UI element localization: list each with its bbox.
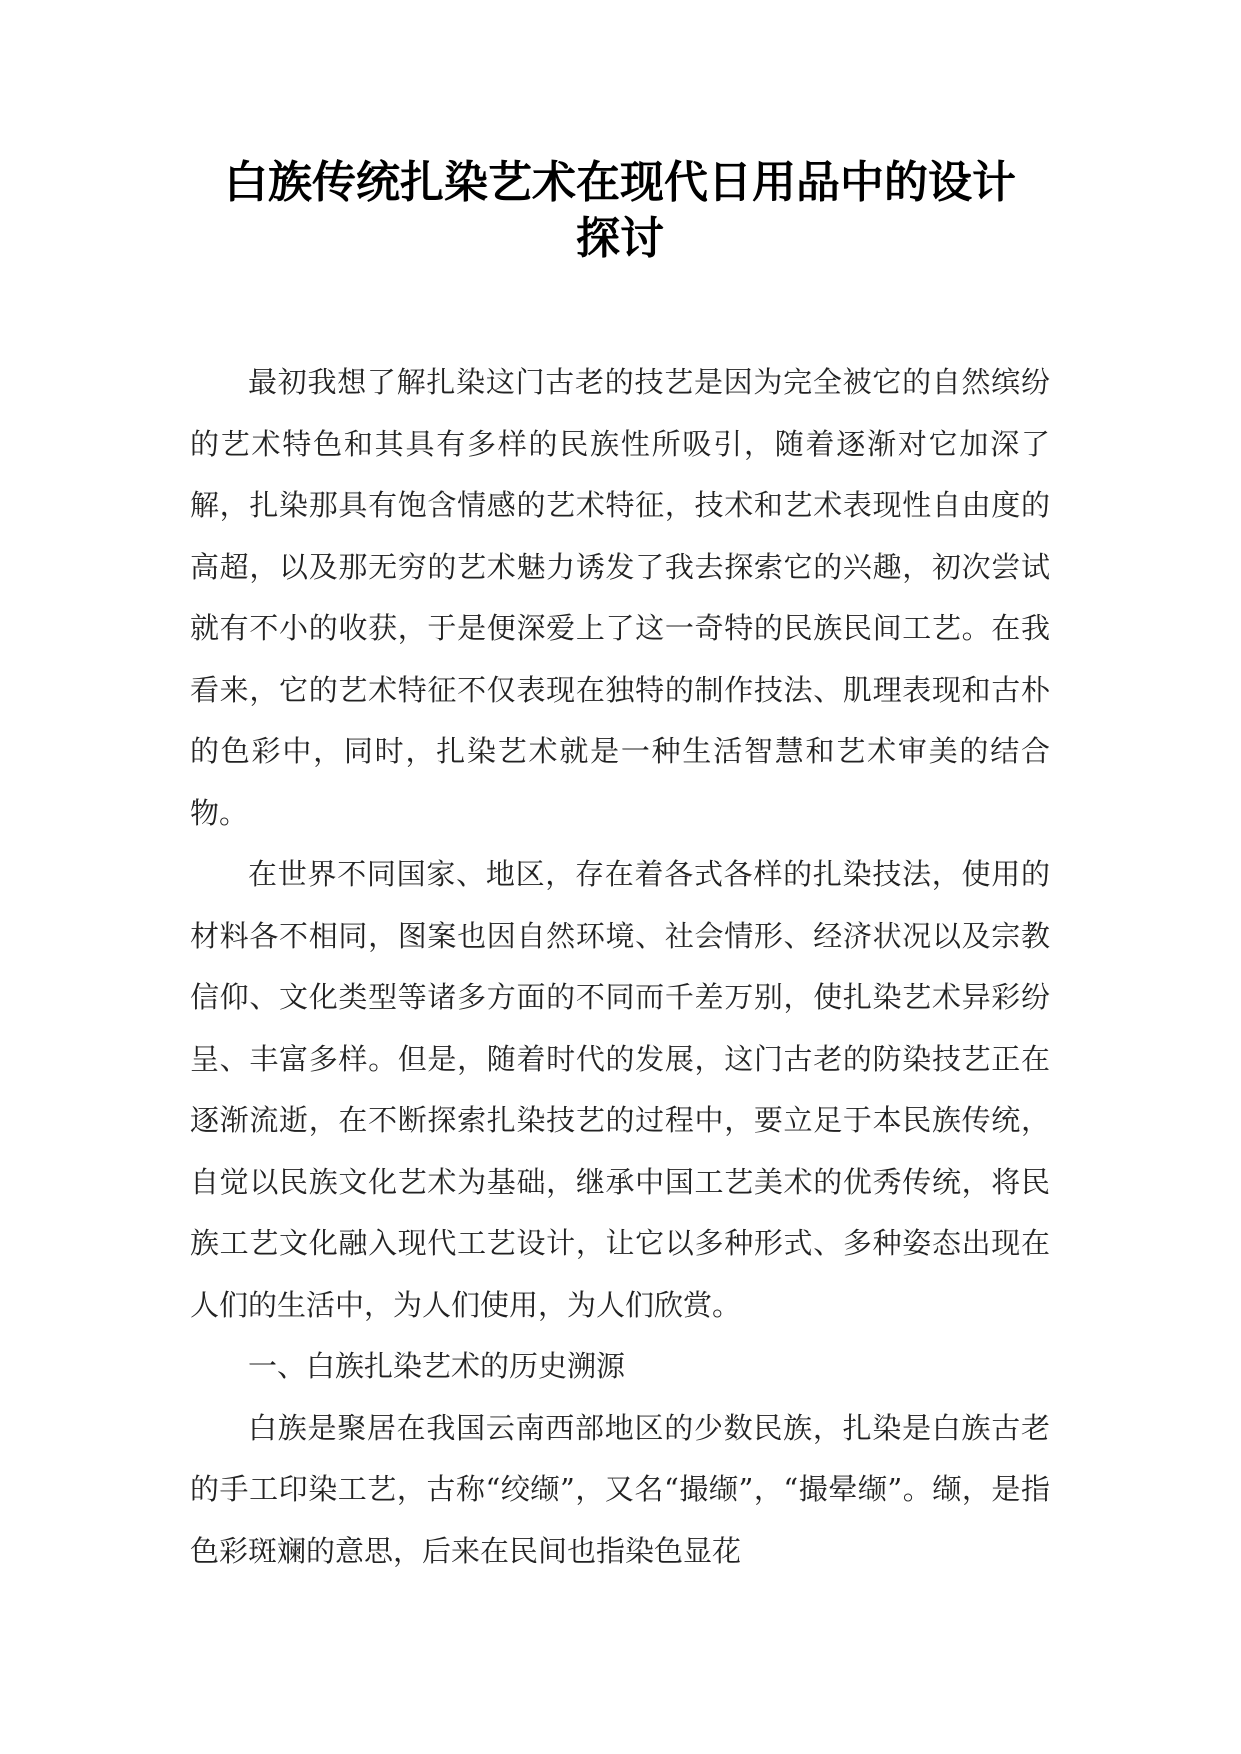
title-line-1: 白族传统扎染艺术在现代日用品中的设计 [224, 157, 1016, 208]
section-heading: 一、白族扎染艺术的历史溯源 [248, 1349, 626, 1383]
paragraph-background: 在世界不同国家、地区，存在着各式各样的扎染技法，使用的材料各不相同，图案也因自然环境、社会情形、经济状况以及宗教信仰、文化类型等诸多方面的不同而千差万别，使扎染艺术异彩纷呈、丰富多样。但是，随着时代的发展，这门古老的防染技艺正在逐渐流逝，在不断探索扎染技艺的过程中，要立足于本民族传统，自觉以民族文化艺术为基础，继承中国工艺美术的优秀传统，将民族工艺文化融入现代工艺设计，让它以多种形式、多种姿态出现在人们的生活中，为人们使用，为人们欣赏。 [190, 857, 1050, 1322]
paragraph-history: 白族是聚居在我国云南西部地区的少数民族，扎染是白族古老的手工印染工艺，古称“绞缬”，又名“撮缬”，“撮晕缬”。缬，是指色彩斑斓的意思，后来在民间也指染色显花 [190, 1410, 1050, 1568]
document-body [190, 352, 1050, 1582]
paragraph-intro: 最初我想了解扎染这门古老的技艺是因为完全被它的自然缤纷的艺术特色和其具有多样的民族性所吸引，随着逐渐对它加深了解，扎染那具有饱含情感的艺术特征，技术和艺术表现性自由度的高超，以及那无穷的艺术魅力诱发了我去探索它的兴趣，初次尝试就有不小的收获，于是便深爱上了这一奇特的民族民间工艺。在我看来，它的艺术特征不仅表现在独特的制作技法、肌理表现和古朴的色彩中，同时，扎染艺术就是一种生活智慧和艺术审美的结合物。 [190, 365, 1050, 830]
title-line-2: 探讨 [576, 213, 664, 264]
document-title [150, 155, 1090, 267]
